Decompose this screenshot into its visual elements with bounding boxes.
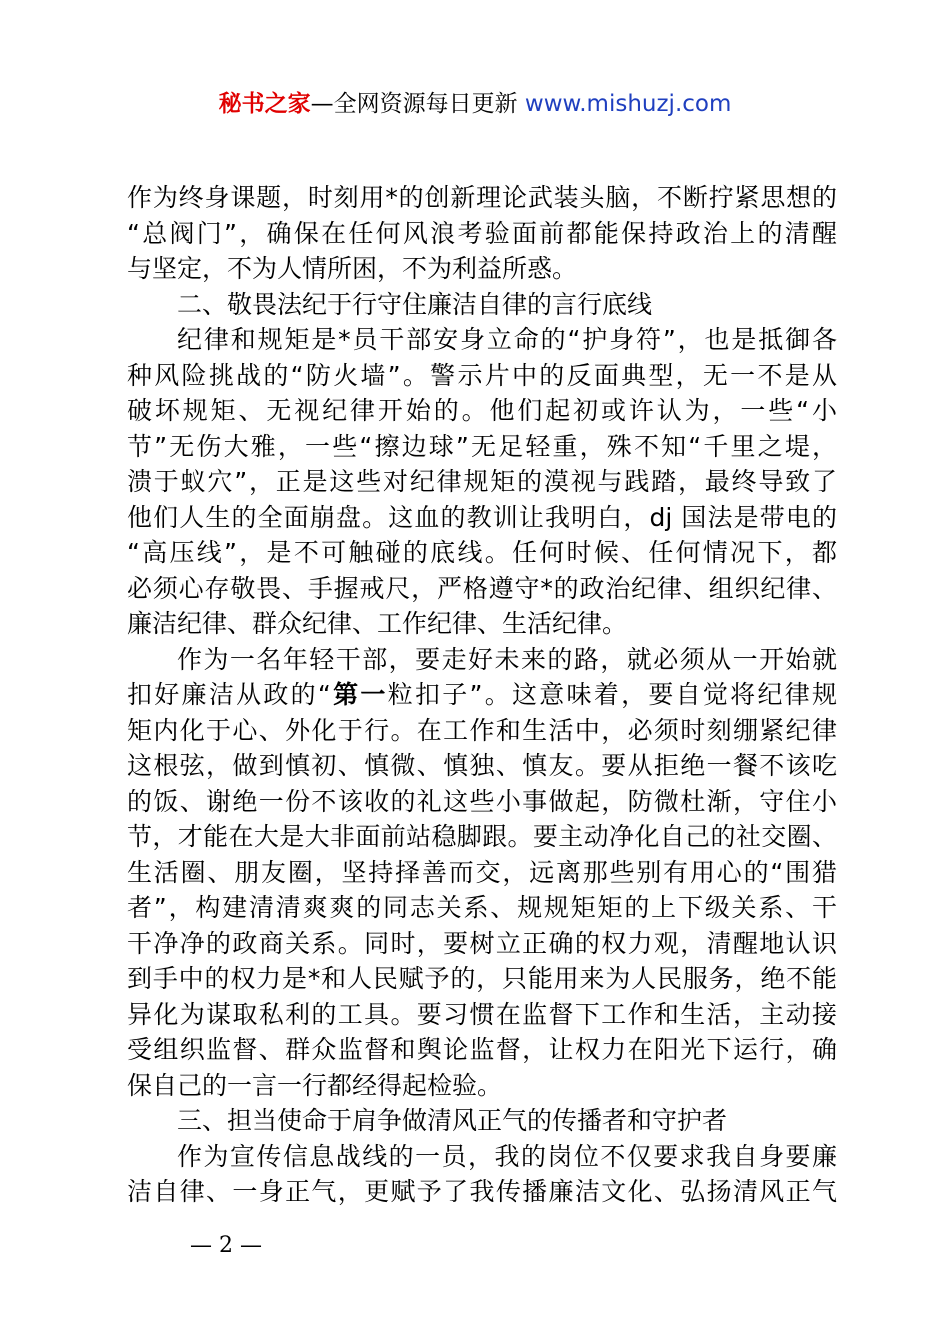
document-body: [127, 180, 837, 1210]
site-banner: [0, 86, 950, 122]
text-line: 这根弦，做到慎初、慎微、慎独、慎友。要从拒绝一餐不该吃: [127, 751, 837, 780]
text-line: 异化为谋取私利的工具。要习惯在监督下工作和生活，主动接: [127, 999, 837, 1029]
text-line: 洁自律、一身正气，更赋予了我传播廉洁文化、弘扬清风正气: [127, 1177, 837, 1206]
text-line: 他们人生的全面崩盘。这血的教训让我明白，dj 国法是带电的: [127, 502, 837, 532]
text-line: 种风险挑战的“防火墙”。警示片中的反面典型，无一不是从: [127, 360, 837, 390]
section-heading: 三、担当使命于肩争做清风正气的传播者和守护者: [177, 1106, 728, 1135]
text-line: 作为一名年轻干部，要走好未来的路，就必须从一开始就: [177, 644, 837, 674]
text-line: 者”，构建清清爽爽的同志关系、规规矩矩的上下级关系、干: [127, 893, 837, 922]
brand-name: 秘书之家: [218, 91, 311, 117]
text-line: 节，才能在大是大非面前站稳脚跟。要主动净化自己的社交圈、: [127, 822, 837, 851]
text-line: “高压线”，是不可触碰的底线。任何时候、任何情况下，都: [127, 538, 837, 567]
text-line: 矩内化于心、外化于行。在工作和生活中，必须时刻绷紧纪律: [127, 715, 837, 745]
text-line: “总阀门”，确保在任何风浪考验面前都能保持政治上的清醒: [127, 218, 837, 248]
page-number: — 2 —: [190, 1233, 262, 1258]
text-line: 廉洁纪律、群众纪律、工作纪律、生活纪律。: [127, 609, 628, 638]
text-line: 与坚定，不为人情所困，不为利益所惑。: [127, 254, 578, 283]
text-segment: 扣好廉洁从政的“: [127, 680, 331, 709]
text-line: 纪律和规矩是*员干部安身立命的“护身符”，也是抵御各: [177, 325, 837, 354]
text-line: 生活圈、朋友圈，坚持择善而交，远离那些别有用心的“围猎: [127, 857, 837, 887]
text-line: 破坏规矩、无视纪律开始的。他们起初或许认为，一些“小: [127, 396, 837, 425]
text-line: 受组织监督、群众监督和舆论监督，让权力在阳光下运行，确: [127, 1035, 837, 1064]
text-line: 作为终身课题，时刻用*的创新理论武装头脑，不断拧紧思想的: [127, 183, 837, 212]
text-line: 保自己的一言一行都经得起检验。: [127, 1070, 503, 1100]
text-line: 到手中的权力是*和人民赋予的，只能用来为人民服务，绝不能: [127, 964, 837, 993]
bold-text: 第一: [330, 680, 388, 709]
text-segment: 粒扣子”。这意味着，要自觉将纪律规: [387, 680, 837, 709]
text-line: 必须心存敬畏、手握戒尺，严格遵守*的政治纪律、组织纪律、: [127, 573, 837, 603]
text-line: 节”无伤大雅，一些“擦边球”无足轻重，殊不知“千里之堤，: [127, 431, 837, 461]
text-line: 干净净的政商关系。同时，要树立正确的权力观，清醒地认识: [127, 928, 837, 958]
section-heading: 二、敬畏法纪于行守住廉洁自律的言行底线: [177, 289, 653, 319]
text-line: [127, 677, 837, 713]
banner-slogan: —全网资源每日更新: [310, 91, 525, 117]
text-line: 的饭、谢绝一份不该收的礼这些小事做起，防微杜渐，守住小: [127, 786, 837, 816]
text-line: 溃于蚁穴”，正是这些对纪律规矩的漠视与践踏，最终导致了: [127, 467, 837, 496]
site-url: www.mishuzj.com: [524, 91, 732, 117]
text-line: 作为宣传信息战线的一员，我的岗位不仅要求我自身要廉: [177, 1141, 837, 1171]
